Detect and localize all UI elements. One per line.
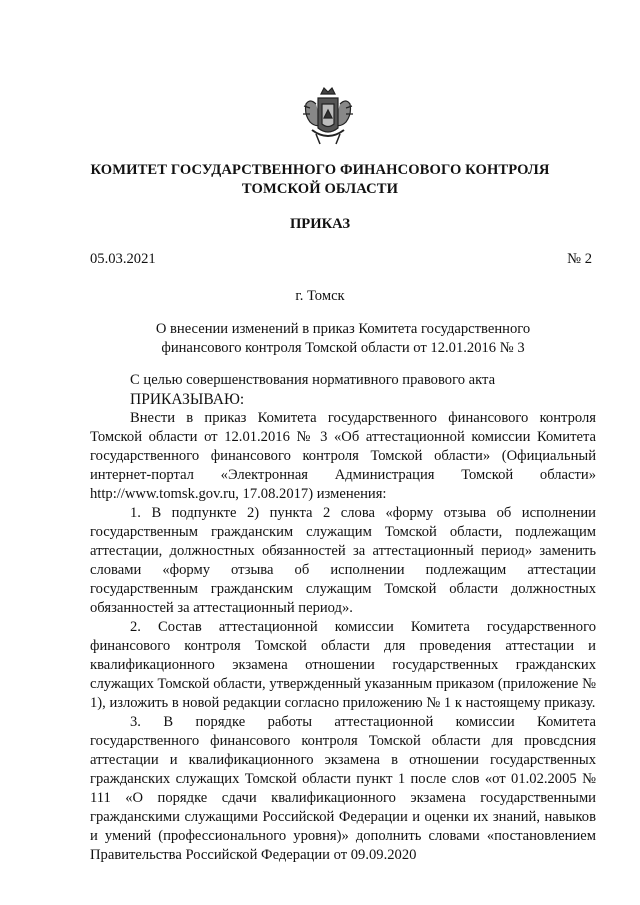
body-paragraph: Внести в приказ Комитета государственного финансового контроля Томской области от 12.01.2016 № 3 «Об аттестационной комиссии Комитета государственного финансового контроля Томской области» (Официальный интернет-портал «Электронная Администрация Томской области» http://www.tomsk.gov.ru, 17.08.2017) изменения:: [90, 410, 596, 502]
prikazyvayu-heading: ПРИКАЗЫВАЮ:: [130, 391, 245, 408]
body-paragraph: 2. Состав аттестационной комиссии Комитета государственного финансового контроля Томской области для проведения аттестации и квалификационного экзамена отношении государственных гражданских служащих Томской области, утвержденный указанным приказом (приложение № 1), изложить в новой редакции согласно приложению № 1 к настоящему приказу.: [90, 619, 596, 711]
subject-line: О внесении изменений в приказ Комитета государственного: [155, 321, 531, 337]
document-subject: [90, 320, 596, 358]
organization-name-line1: КОМИТЕТ ГОСУДАРСТВЕННОГО ФИНАНСОВОГО КОНТРОЛЯ: [90, 162, 550, 178]
body-paragraph: 1. В подпункте 2) пункта 2 слова «форму отзыва об исполнении государственным гражданским служащим Томской области, подлежащим аттестации, должностных обязанностей за аттестационный период» заменить словами «форму отзыва об исполнении подлежащим аттестации государственным гражданским служащим Томской области должностных обязанностей за аттестационный период».: [90, 505, 596, 616]
coat-of-arms-icon: [302, 84, 354, 148]
document-city: г. Томск: [295, 288, 345, 304]
subject-line: финансового контроля Томской области от 12.01.2016 № 3: [161, 340, 525, 356]
document-number: № 2: [567, 251, 592, 267]
organization-name-line2: ТОМСКОЙ ОБЛАСТИ: [241, 181, 399, 197]
document-date: 05.03.2021: [90, 251, 156, 267]
intro-paragraph: С целью совершенствования нормативного правового акта: [130, 372, 496, 388]
body-paragraph: 3. В порядке работы аттестационной комиссии Комитета государственного финансового контроля Томской области для провсдсния аттестации и квалификационного экзамена в отношении государственных гражданских служащих Томской области пункт 1 после слов «от 01.02.2005 № 111 «О порядке сдачи квалификационного экзамена государственными гражданскими служащими Российской Федерации и оценки их знаний, навыков и умений (профессионального уровня)» дополнить словами «постановлением Правительства Российской Федерации от 09.09.2020: [90, 714, 596, 863]
document-type-title: ПРИКАЗ: [289, 216, 351, 232]
document-body: [90, 371, 596, 865]
